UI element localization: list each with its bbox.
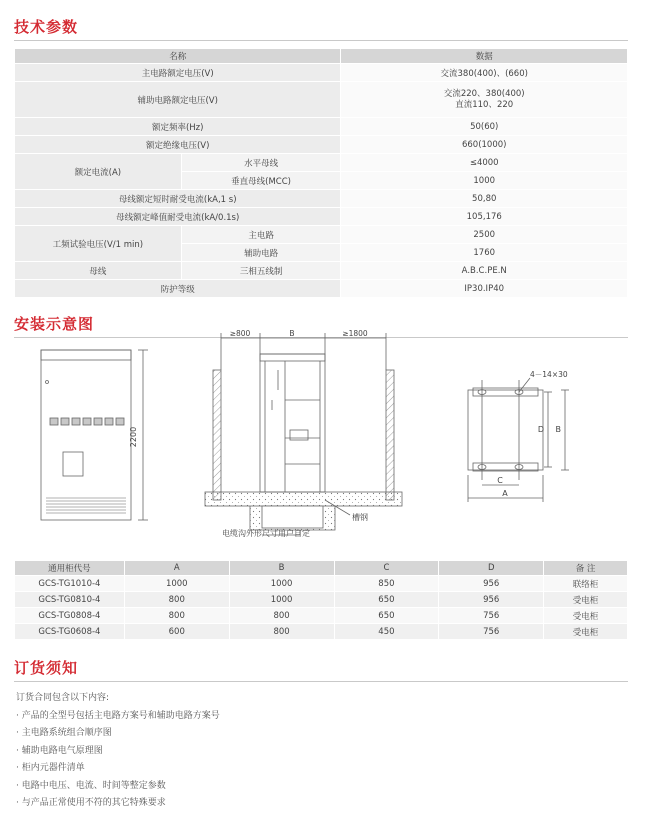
cell-code: GCS-TG1010-4 [15, 576, 125, 592]
spec-value: A.B.C.PE.N [341, 262, 628, 280]
spec-table [14, 48, 628, 298]
dim-header-b: B [229, 561, 334, 576]
list-item: · 电路中电压、电流、时间等整定参数 [16, 780, 166, 791]
spec-value: IP30.IP40 [341, 280, 628, 298]
b2-label: B [555, 425, 561, 434]
spec-value-line: 交流220、380(400) [443, 88, 525, 99]
spec-value-line: 直流110、220 [455, 99, 514, 110]
cell-a: 800 [124, 608, 229, 624]
order-notes [16, 690, 220, 813]
section-divider [14, 681, 628, 682]
spec-value: 50,80 [341, 190, 628, 208]
cell-c: 650 [334, 592, 439, 608]
cabinet-side-view [205, 333, 402, 535]
table-row [15, 576, 628, 592]
spec-header-name: 名称 [15, 49, 341, 64]
spec-row [15, 262, 628, 280]
cell-code: GCS-TG0808-4 [15, 608, 125, 624]
spec-row [15, 154, 628, 172]
cell-c: 450 [334, 624, 439, 640]
base-plan-view [468, 378, 569, 502]
cell-a: 1000 [124, 576, 229, 592]
spec-row [15, 118, 628, 136]
dim-header-note: 备 注 [544, 561, 628, 576]
list-item: · 产品的全型号包括主电路方案号和辅助电路方案号 [16, 710, 220, 721]
spec-header-value: 数据 [341, 49, 628, 64]
trench-note: 电缆沟外形尺寸用户自定 [222, 529, 310, 538]
spec-label: 母线额定峰值耐受电流(kA/0.1s) [15, 208, 341, 226]
cell-note: 联络柜 [544, 576, 628, 592]
section-divider [14, 40, 628, 41]
spec-value: 105,176 [341, 208, 628, 226]
spec-row [15, 208, 628, 226]
height-label: 2200 [129, 426, 138, 448]
cell-d: 756 [439, 608, 544, 624]
table-row [15, 608, 628, 624]
table-row [15, 592, 628, 608]
c-label: C [497, 476, 503, 485]
cell-code: GCS-TG0810-4 [15, 592, 125, 608]
spec-row [15, 64, 628, 82]
section-title-install: 安装示意图 [14, 315, 95, 333]
spec-value [341, 82, 628, 118]
cell-note: 受电柜 [544, 624, 628, 640]
spec-row [15, 226, 628, 244]
cell-note: 受电柜 [544, 592, 628, 608]
cell-code: GCS-TG0608-4 [15, 624, 125, 640]
dim-header-c: C [334, 561, 439, 576]
cell-d: 956 [439, 592, 544, 608]
spec-sublabel: 主电路 [181, 226, 341, 244]
cell-b: 800 [229, 624, 334, 640]
order-intro: 订货合同包含以下内容: [16, 693, 110, 703]
min-right-label: ≥1800 [342, 330, 368, 338]
cell-b: 1000 [229, 576, 334, 592]
section-title-order: 订货须知 [14, 659, 79, 677]
spec-value: 1000 [341, 172, 628, 190]
spec-label: 工频试验电压(V/1 min) [15, 226, 182, 262]
holes-label: 4－14×30 [530, 370, 568, 379]
spec-label: 额定绝缘电压(V) [15, 136, 341, 154]
cell-d: 956 [439, 576, 544, 592]
list-item: · 辅助电路电气原理图 [16, 745, 103, 756]
dim-header-code: 通用柜代号 [15, 561, 125, 576]
section-title-tech: 技术参数 [14, 18, 79, 36]
spec-label: 主电路额定电压(V) [15, 64, 341, 82]
dim-header-d: D [439, 561, 544, 576]
spec-row [15, 190, 628, 208]
min-left-label: ≥800 [229, 330, 251, 338]
spec-label: 额定频率(Hz) [15, 118, 341, 136]
spec-value: 交流380(400)、(660) [341, 64, 628, 82]
list-item: · 柜内元器件清单 [16, 763, 85, 773]
spec-row [15, 280, 628, 298]
spec-label: 防护等级 [15, 280, 341, 298]
spec-label: 母线 [15, 262, 182, 280]
spec-sublabel: 水平母线 [181, 154, 341, 172]
dimension-table [14, 560, 628, 640]
spec-value: 2500 [341, 226, 628, 244]
spec-value: 660(1000) [341, 136, 628, 154]
list-item: · 主电路系统组合顺序图 [16, 728, 112, 738]
cell-d: 756 [439, 624, 544, 640]
d-label: D [537, 425, 544, 434]
dim-header-a: A [124, 561, 229, 576]
spec-sublabel: 辅助电路 [181, 244, 341, 262]
cell-a: 600 [124, 624, 229, 640]
spec-sublabel: 三相五线制 [181, 262, 341, 280]
table-row [15, 624, 628, 640]
cell-a: 800 [124, 592, 229, 608]
spec-label: 辅助电路额定电压(V) [15, 82, 341, 118]
channel-steel-label: 槽钢 [352, 513, 368, 522]
cell-c: 850 [334, 576, 439, 592]
installation-diagram [0, 330, 650, 550]
b-label: B [289, 330, 295, 338]
cell-note: 受电柜 [544, 608, 628, 624]
dim-header-row [15, 561, 628, 576]
spec-value: 50(60) [341, 118, 628, 136]
spec-value: 1760 [341, 244, 628, 262]
list-item: · 与产品正常使用不符的其它特殊要求 [16, 798, 166, 808]
spec-row [15, 136, 628, 154]
cell-b: 800 [229, 608, 334, 624]
spec-row [15, 82, 628, 118]
cell-c: 650 [334, 608, 439, 624]
spec-sublabel: 垂直母线(MCC) [181, 172, 341, 190]
spec-label: 额定电流(A) [15, 154, 182, 190]
spec-label: 母线额定短时耐受电流(kA,1 s) [15, 190, 341, 208]
cell-b: 1000 [229, 592, 334, 608]
spec-header-row [15, 49, 628, 64]
spec-value: ≤4000 [341, 154, 628, 172]
a-label: A [502, 489, 508, 498]
